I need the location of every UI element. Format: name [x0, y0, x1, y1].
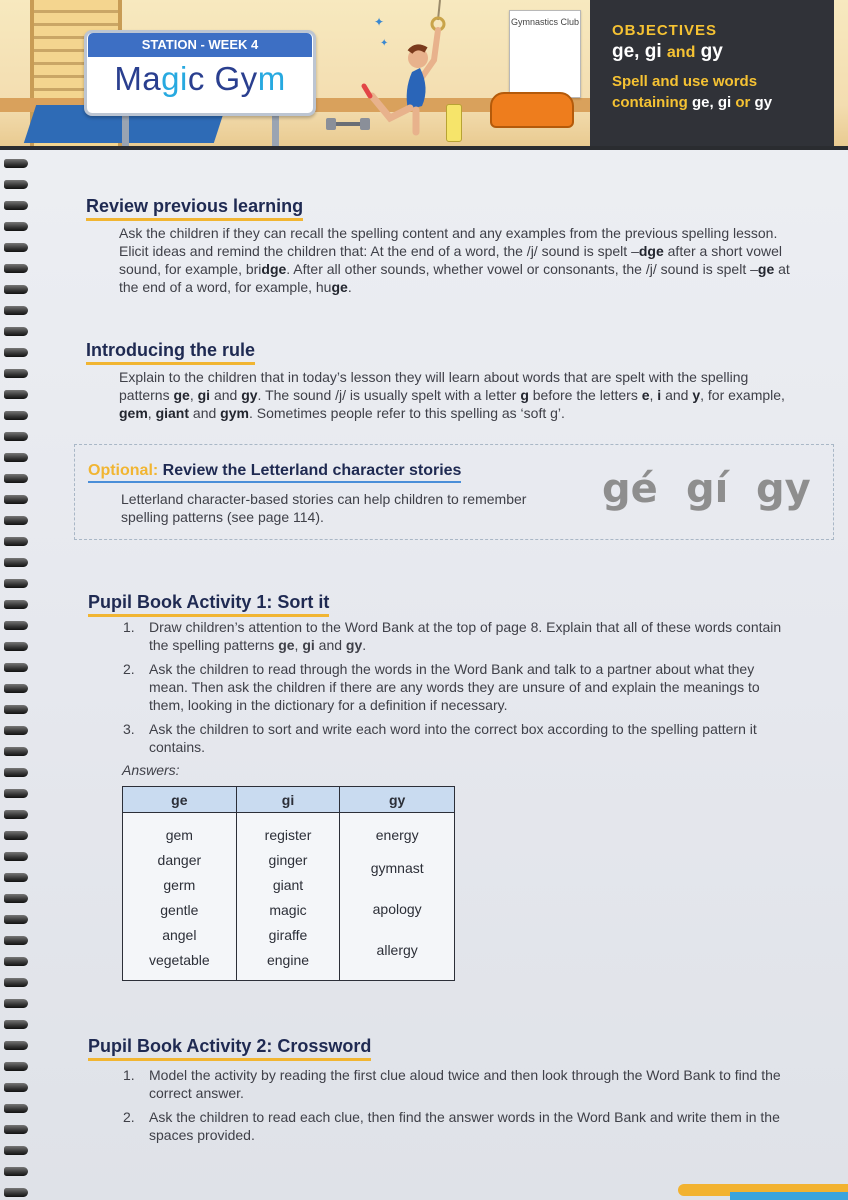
table-header-gi: gi: [236, 787, 340, 813]
list-item: 3. Ask the children to sort and write each word into the correct box according to the spelling pattern it contains.: [123, 721, 757, 755]
objectives-text: Spell and use words containing ge, gi or gy: [612, 73, 773, 111]
table-cell: apology: [372, 901, 422, 917]
table-cell: gymnast: [370, 860, 424, 876]
list-item: 1. Draw children’s attention to the Word Bank at the top of page 8. Explain that all of these words contain the spelling patterns ge, gi and gy.: [123, 619, 782, 653]
activity1-heading: Pupil Book Activity 1: Sort it: [88, 592, 329, 617]
poster-gymnastics-club: Gymnastics Club: [509, 10, 581, 98]
review-paragraph: Ask the children if they can recall the spelling content and any examples from the previous spelling lesson. Elicit ideas and remind the children that: At the end of a word, the /j/ sound is spelt –dge after a short vowel sound, for example, bridge. After all other sounds, whether vowel or consonants, the /j/ sound is spelt –ge at the end of a word, for example, huge.: [119, 225, 790, 295]
table-column-gi: [236, 813, 340, 981]
table-cell: germ: [163, 877, 196, 893]
table-cell: gentle: [160, 902, 199, 918]
table-cell: register: [264, 827, 312, 843]
table-header-ge: ge: [123, 787, 237, 813]
answers-table: [122, 786, 455, 981]
table-cell: giant: [272, 877, 304, 893]
optional-heading: Optional: Review the Letterland character stories: [88, 462, 461, 483]
objectives-heading: OBJECTIVES: [612, 22, 718, 39]
table-column-gy: [340, 813, 455, 981]
rule-paragraph: Explain to the children that in today’s lesson they will learn about words that are spelt with the spelling patterns ge, gi and gy. The sound /j/ is usually spelt with a letter g before the letters e, i and y, for example, gem, giant and gym. Sometimes people refer to this spelling as ‘soft g’.: [119, 369, 785, 421]
activity2-heading: Pupil Book Activity 2: Crossword: [88, 1036, 371, 1061]
list-item: 1. Model the activity by reading the first clue aloud twice and then look through the Word Bank to find the correct answer.: [123, 1067, 781, 1101]
table-cell: magic: [269, 902, 307, 918]
letterland-letters: [600, 462, 830, 528]
svg-text:✦: ✦: [374, 15, 385, 29]
table-column-ge: [123, 813, 237, 981]
table-cell: engine: [266, 952, 310, 968]
table-cell: giraffe: [268, 927, 308, 943]
list-item: 2. Ask the children to read each clue, then find the answer words in the Word Bank and write them in the spaces provided.: [123, 1109, 780, 1143]
svg-text:✦: ✦: [380, 38, 389, 49]
table-cell: energy: [375, 827, 419, 843]
table-cell: vegetable: [148, 952, 210, 968]
table-cell: danger: [157, 852, 202, 868]
letter-gi: gí: [686, 466, 729, 512]
rule-heading: Introducing the rule: [86, 340, 255, 365]
answers-label: Answers:: [122, 762, 180, 778]
table-header-gy: gy: [340, 787, 455, 813]
list-item: 2. Ask the children to read through the words in the Word Bank and talk to a partner about what they mean. Then ask the children if there are any words they are unsure of and explain the meanings to them, looking in the dictionary for a definition if necessary.: [123, 661, 760, 713]
objectives-patterns: ge, gi and gy: [612, 41, 723, 62]
activity2-steps: [123, 1066, 795, 1150]
station-label: STATION - WEEK 4: [88, 33, 312, 57]
table-cell: allergy: [376, 942, 418, 958]
table-cell: angel: [162, 927, 197, 943]
table-cell: ginger: [268, 852, 308, 868]
optional-paragraph: Letterland character-based stories can help children to remember spelling patterns (see page 114).: [121, 491, 527, 525]
activity1-steps: [123, 618, 795, 762]
footer-stripe: [730, 1192, 848, 1200]
letter-gy: gy: [756, 466, 811, 512]
letter-ge: gé: [602, 466, 658, 512]
table-cell: gem: [165, 827, 193, 843]
page-title: Magic Gym: [114, 60, 286, 97]
review-heading: Review previous learning: [86, 196, 303, 221]
